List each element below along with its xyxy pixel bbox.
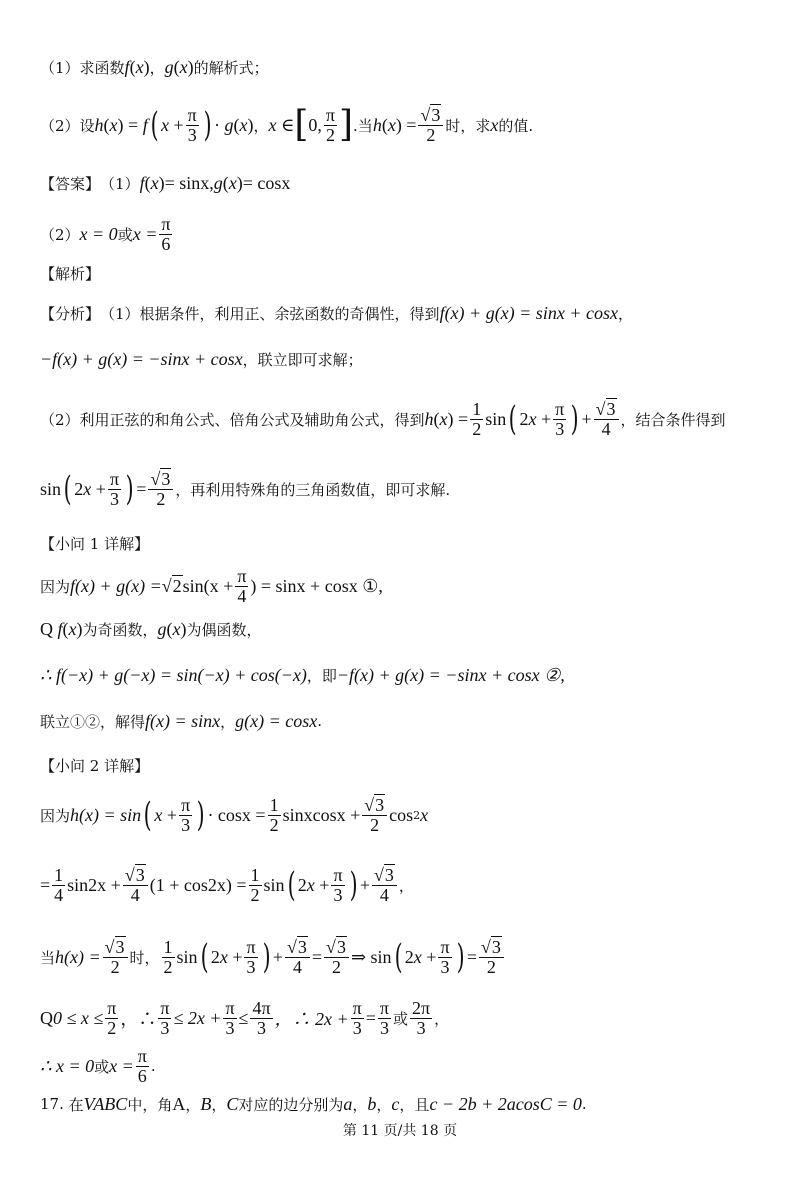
detail-1-line-3: ∴ f(−x) + g(−x) = sin(−x) + cos(−x) ，即 −f(x) + g(x) = −sinx + cosx ②, [40, 664, 565, 685]
analysis-line-3: （2）利用正弦的和角公式、倍角公式及辅助角公式，得到 h(x) = $\frac{1}{2}$ sin ( 2x + $\frac{\pi}{3}$ ) + √ $\frac{3}{4}$ ，结合条件得到 [40, 394, 770, 444]
detail-2-line-5: ∴ x = 0 或 x = $\frac{\pi}{6}$ . [40, 1045, 156, 1086]
detail-2-line-2: = $\frac{1}{4}$ sin2x + √ $\frac{3}{4}$ (1 + cos2x) = $\frac{1}{2}$ sin ( 2x + $\frac{\pi}{3}$ ) + √ $\frac{3}{4}$ ， [40, 860, 770, 910]
detail-1-line-1: 因为 f(x) + g(x) = √ 2 sin(x + $\frac{\pi}{4}$ ) = sinx + cosx ①, [40, 564, 770, 608]
analysis-heading: 【解析】 [40, 264, 101, 283]
analysis-line-1: 【分析】 （1）根据条件，利用正、余弦函数的奇偶性，得到 f(x) + g(x) = sinx + cosx ， [40, 302, 633, 323]
detail-1-heading: 【小问 1 详解】 [40, 534, 150, 553]
question-2: （2）设 h(x) = f ( x + $\frac{\pi}{3}$ ) · g(x) ， x ∈ [ 0, $\frac{\pi}{2}$ ] .当 h(x) = √ $\frac{3}{2}$ 时，求 x 的值. [40, 100, 770, 150]
detail-1-line-2: Q f(x) 为奇函数， g(x) 为偶函数， [40, 618, 262, 639]
page-footer: 第 11 页/共 18 页 [342, 1123, 458, 1139]
question-17: 17. 在 VABC 中，角 A ， B ， C 对应的边分别为 a ， b ， c ，且 c − 2b + 2acosC = 0 . [40, 1093, 587, 1114]
detail-2-line-4: Q 0 ≤ x ≤ $\frac{\pi}{2}$ ，∴ $\frac{\pi}{3}$ ≤ 2x + $\frac{\pi}{3}$ ≤ $\frac{4\pi}{3}$ ，∴ 2x + $\frac{\pi}{3}$ = $\frac{\pi}{3}$ 或 $\frac{2\pi}{3}$ ， [40, 997, 450, 1038]
answer-tag: 【答案】 [40, 174, 101, 193]
detail-2-line-3: 当 h(x) = √ $\frac{3}{2}$ 时， $\frac{1}{2}$ sin ( 2x + $\frac{\pi}{3}$ ) + √ $\frac{3}{4}$ = √ $\frac{3}{2}$ ⇒ sin ( 2x + $\frac{\pi}{3}$ ) = √ $\frac{3}{2}$ [40, 932, 770, 982]
analysis-line-2: −f(x) + g(x) = −sinx + cosx ，联立即可求解； [40, 348, 363, 369]
fraction-pi-3: $\frac{\pi}{3}$ [187, 104, 197, 145]
answer-line-1: 【答案】 （1） f (x) = sinx, g (x) = cosx [40, 172, 291, 193]
detail-1-line-4: 联立①②，解得 f(x) = sinx ， g(x) = cosx . [40, 710, 323, 731]
analysis-line-4: sin ( 2x + $\frac{\pi}{3}$ ) = √ $\frac{3}{2}$ ，再利用特殊角的三角函数值，即可求解. [40, 464, 770, 514]
answer-line-2: （2） x = 0 或 x = $\frac{\pi}{6}$ [40, 213, 171, 254]
detail-2-line-1: 因为 h(x) = sin ( x + $\frac{\pi}{3}$ ) · cosx = $\frac{1}{2}$ sinxcosx + √ $\frac{3}{2}$ cos 2 x [40, 790, 770, 840]
question-1: （1）求函数 f (x) ， g (x) 的解析式； [40, 56, 269, 77]
detail-2-heading: 【小问 2 详解】 [40, 756, 150, 775]
